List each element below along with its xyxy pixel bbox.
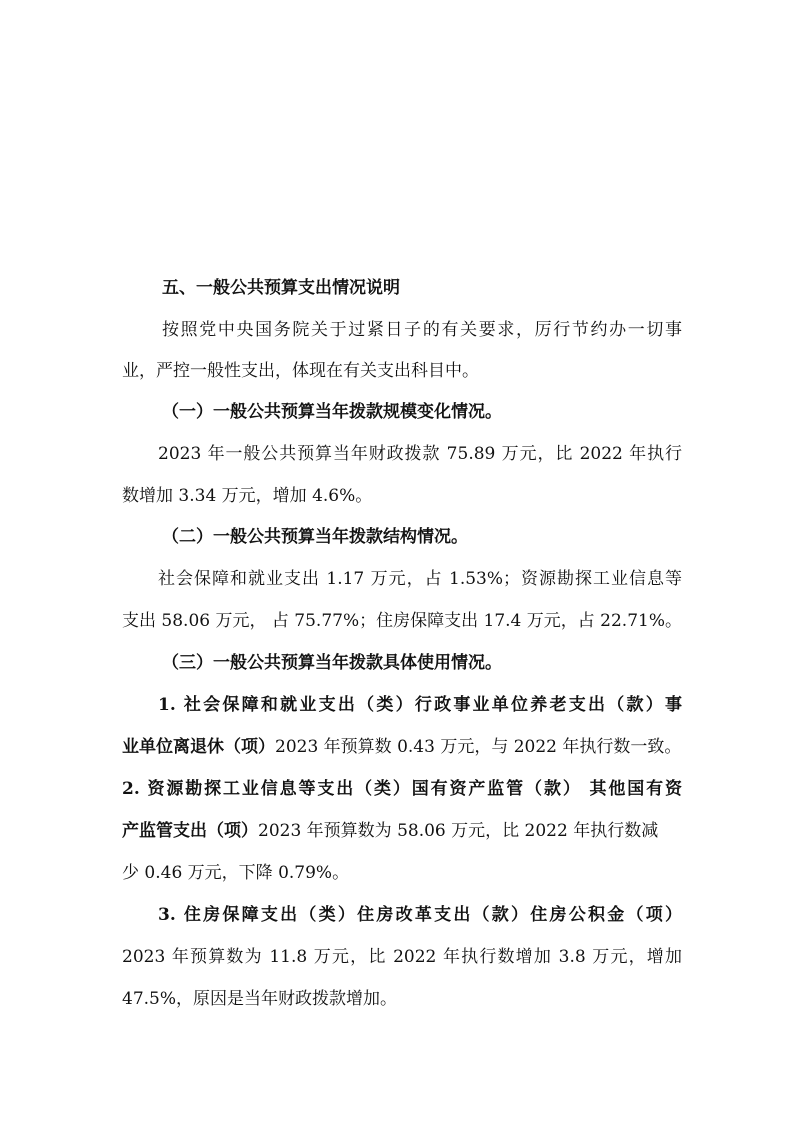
subsection-1-heading: （一）一般公共预算当年拨款规模变化情况。 (162, 402, 502, 422)
subsection-2-heading: （二）一般公共预算当年拨款结构情况。 (162, 527, 468, 547)
item-3-line-1: 3. 住房保障支出（类）住房改革支出（款）住房公积金（项） (158, 905, 682, 925)
item-1-line-2-bold: 业单位离退休（项） (122, 737, 275, 757)
item-2-line-1: 2. 资源勘探工业信息等支出（类）国有资产监管（款） 其他国有资 (122, 779, 682, 799)
item-3-line-3: 47.5%，原因是当年财政拨款增加。 (122, 989, 398, 1009)
subsection-3-heading: （三）一般公共预算当年拨款具体使用情况。 (162, 653, 502, 673)
intro-line-2: 业，严控一般性支出，体现在有关支出科目中。 (122, 361, 479, 381)
item-1-line-1: 1. 社会保障和就业支出（类）行政事业单位养老支出（款）事 (158, 695, 682, 715)
subsection-1-line-1: 2023 年一般公共预算当年财政拨款 75.89 万元，比 2022 年执行 (158, 444, 682, 464)
item-1-line-2 (122, 736, 682, 758)
section-heading: 五、一般公共预算支出情况说明 (162, 278, 400, 298)
subsection-2-line-1: 社会保障和就业支出 1.17 万元，占 1.53%；资源勘探工业信息等 (158, 569, 682, 589)
subsection-1-line-2: 数增加 3.34 万元，增加 4.6%。 (122, 486, 373, 506)
item-1-line-2-rest: 2023 年预算数 0.43 万元，与 2022 年执行数一致。 (275, 737, 682, 757)
item-2-line-2-rest: 2023 年预算数为 58.06 万元，比 2022 年执行数减 (258, 821, 659, 841)
item-3-line-2: 2023 年预算数为 11.8 万元，比 2022 年执行数增加 3.8 万元，增加 (122, 947, 682, 967)
item-2-line-3: 少 0.46 万元，下降 0.79%。 (122, 863, 350, 883)
item-2-line-2 (122, 820, 682, 842)
item-2-line-2-bold: 产监管支出（项） (122, 821, 258, 841)
subsection-2-line-2: 支出 58.06 万元， 占 75.77%；住房保障支出 17.4 万元，占 22.71%。 (122, 611, 682, 631)
intro-line-1: 按照党中央国务院关于过紧日子的有关要求，厉行节约办一切事 (162, 320, 682, 340)
